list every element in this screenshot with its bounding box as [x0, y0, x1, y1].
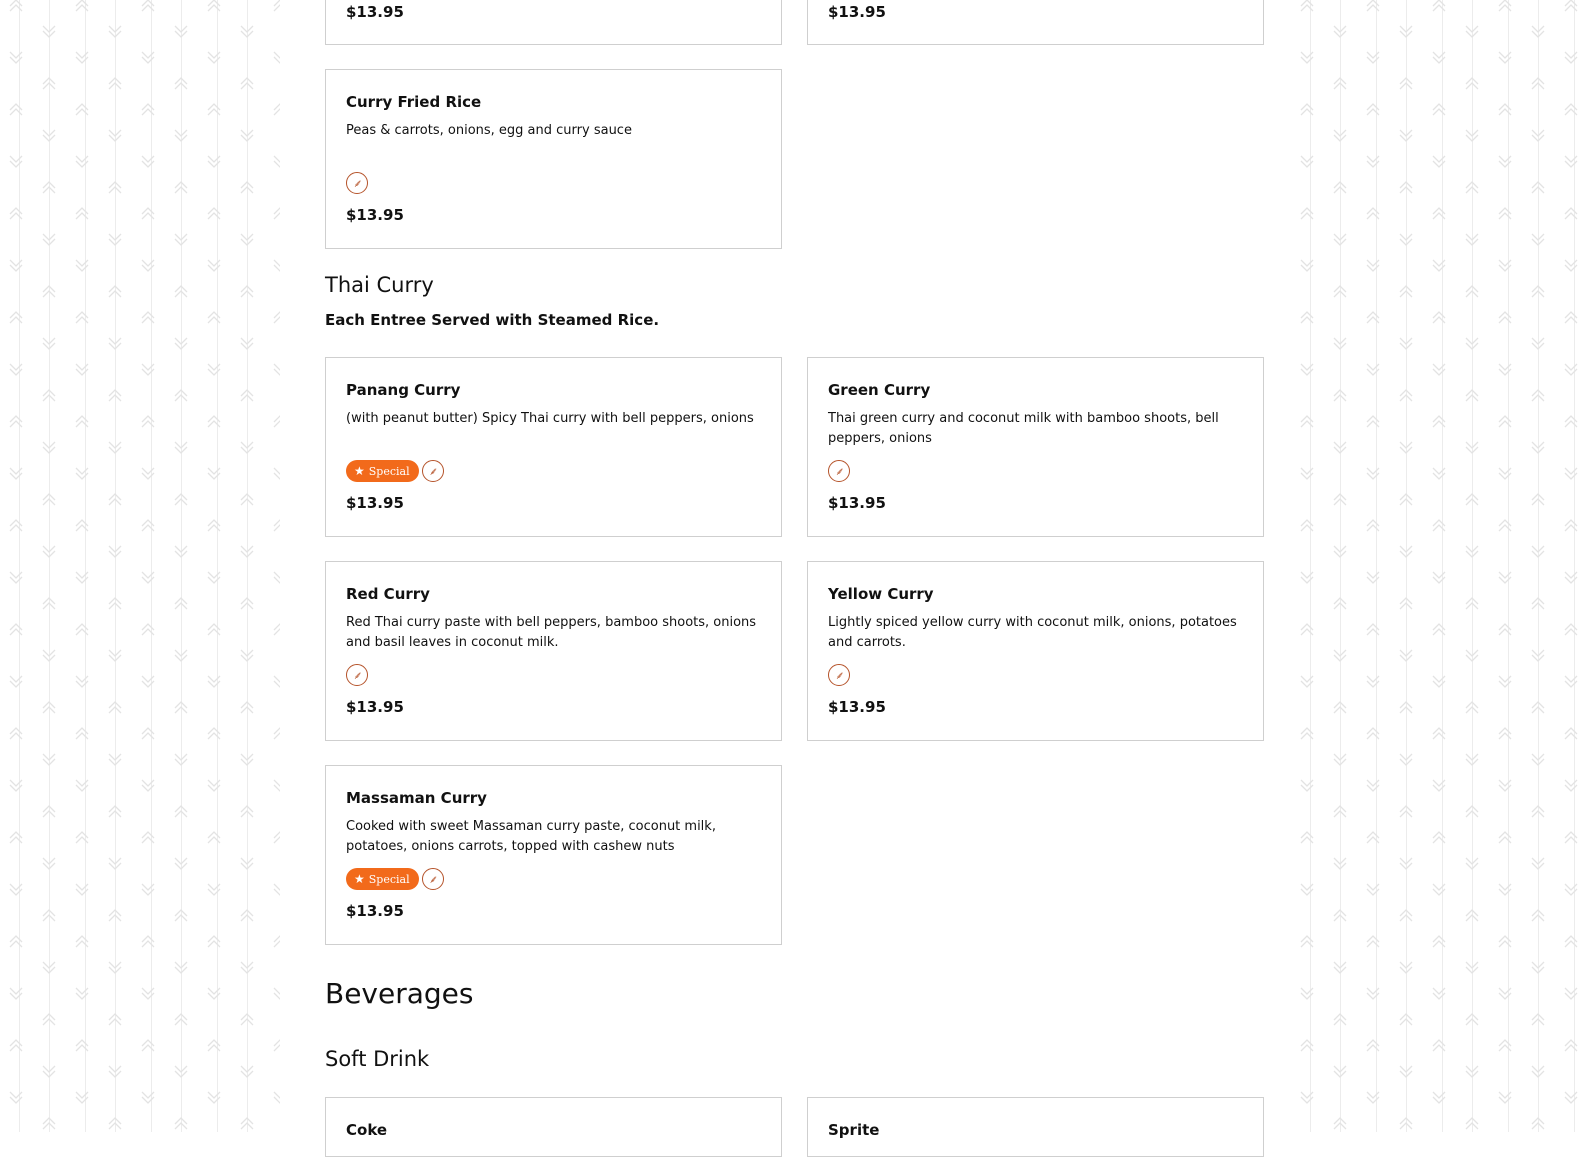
section-title: Soft Drink [325, 1047, 430, 1071]
item-description: Red Thai curry paste with bell peppers, bamboo shoots, onions and basil leaves in coconut milk. [346, 615, 757, 650]
item-name: Green Curry [828, 381, 931, 399]
category-title: Beverages [325, 977, 474, 1010]
chili-icon: ⸙ [346, 664, 368, 686]
section-title: Thai Curry [325, 273, 434, 297]
star-icon: ★ [354, 872, 365, 886]
star-icon: ★ [354, 464, 365, 478]
chili-icon: ⸙ [346, 172, 368, 194]
menu-item-card[interactable] [807, 0, 1264, 45]
item-price: $13.95 [346, 494, 404, 512]
item-price: $13.95 [346, 3, 404, 21]
special-label: Special [368, 872, 410, 886]
item-price: $13.95 [828, 494, 886, 512]
item-price: $13.95 [346, 902, 404, 920]
item-name: Panang Curry [346, 381, 461, 399]
special-badge [346, 460, 419, 482]
special-badge [346, 868, 419, 890]
menu-item-card[interactable] [325, 69, 782, 249]
menu-item-card[interactable] [807, 1097, 1264, 1157]
menu-item-card[interactable] [325, 1097, 782, 1157]
chili-icon: ⸙ [422, 868, 444, 890]
item-badges [346, 171, 368, 195]
item-description: Cooked with sweet Massaman curry paste, coconut milk, potatoes, onions carrots, topped with cashew nuts [346, 819, 716, 854]
item-price: $13.95 [346, 698, 404, 716]
menu-item-card[interactable] [325, 357, 782, 537]
section-subtitle: Each Entree Served with Steamed Rice. [325, 311, 660, 329]
menu-item-card[interactable] [325, 765, 782, 945]
item-description: Peas & carrots, onions, egg and curry sauce [346, 123, 632, 138]
item-badges [346, 663, 368, 687]
item-badges [346, 459, 444, 483]
item-name: Yellow Curry [828, 585, 934, 603]
special-label: Special [368, 464, 410, 478]
menu-item-card[interactable] [325, 561, 782, 741]
item-price: $13.95 [828, 3, 886, 21]
item-badges [828, 459, 850, 483]
item-price: $13.95 [828, 698, 886, 716]
item-badges [346, 867, 444, 891]
chili-icon: ⸙ [828, 664, 850, 686]
chili-icon: ⸙ [422, 460, 444, 482]
item-name: Red Curry [346, 585, 430, 603]
menu-item-card[interactable] [807, 357, 1264, 537]
chili-icon: ⸙ [828, 460, 850, 482]
item-name: Massaman Curry [346, 789, 487, 807]
item-description: Thai green curry and coconut milk with bamboo shoots, bell peppers, onions [828, 411, 1219, 446]
item-description: (with peanut butter) Spicy Thai curry with bell peppers, onions [346, 411, 754, 426]
item-price: $13.95 [346, 206, 404, 224]
item-description: Lightly spiced yellow curry with coconut milk, onions, potatoes and carrots. [828, 615, 1237, 650]
item-badges [828, 663, 850, 687]
item-name: Coke [346, 1121, 388, 1139]
menu-item-card[interactable] [807, 561, 1264, 741]
item-name: Sprite [828, 1121, 880, 1139]
item-name: Curry Fried Rice [346, 93, 482, 111]
menu-item-card[interactable] [325, 0, 782, 45]
